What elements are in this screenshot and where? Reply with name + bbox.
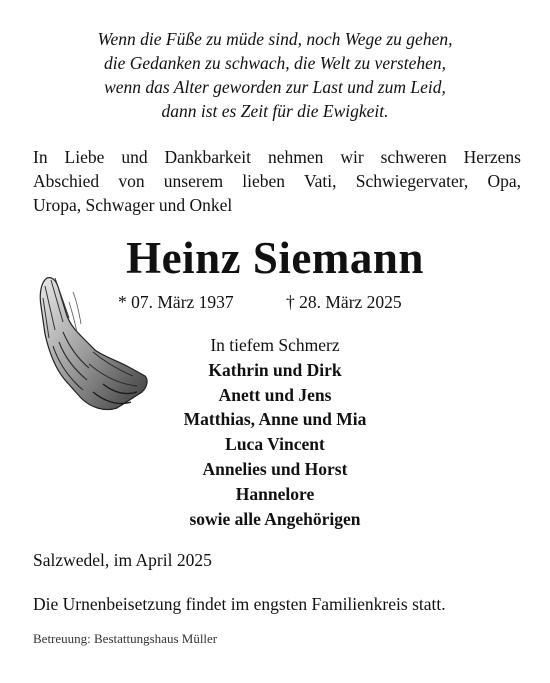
poem-line: dann ist es Zeit für die Ewigkeit. [161, 101, 389, 121]
intro-line: Uropa, Schwager und Onkel [33, 195, 233, 215]
funeral-home-credit: Betreuung: Bestattungshaus Müller [33, 631, 218, 646]
mourner: Anett und Jens [218, 384, 332, 405]
mourner: Luca Vincent [225, 434, 325, 455]
birth-date: * 07. März 1937 [118, 292, 234, 312]
intro-line: In Liebe und Dankbarkeit nehmen wir schweren Herzens [33, 147, 521, 167]
poem-line: Wenn die Füße zu müde sind, noch Wege zu gehen, [97, 29, 453, 49]
poem [0, 27, 550, 123]
death-date: † 28. März 2025 [286, 292, 402, 312]
mourner: sowie alle Angehörigen [189, 508, 361, 529]
life-dates [118, 290, 438, 314]
poem-line: die Gedanken zu schwach, die Welt zu verstehen, [104, 53, 446, 73]
place-date: Salzwedel, im April 2025 [33, 550, 212, 570]
intro-line: Abschied von unserem lieben Vati, Schwiegervater, Opa, [33, 171, 521, 191]
mourners-list [100, 333, 450, 531]
mourner: Kathrin und Dirk [208, 359, 342, 380]
mourner: Matthias, Anne und Mia [183, 409, 367, 430]
burial-note: Die Urnenbeisetzung findet im engsten Familienkreis statt. [33, 594, 446, 614]
intro-text [33, 145, 521, 217]
mourners-intro: In tiefem Schmerz [210, 335, 340, 355]
deceased-name: Heinz Siemann [126, 233, 424, 283]
mourner: Hannelore [235, 483, 315, 504]
poem-line: wenn das Alter geworden zur Last und zum Leid, [104, 77, 446, 97]
mourner: Annelies und Horst [202, 458, 348, 479]
